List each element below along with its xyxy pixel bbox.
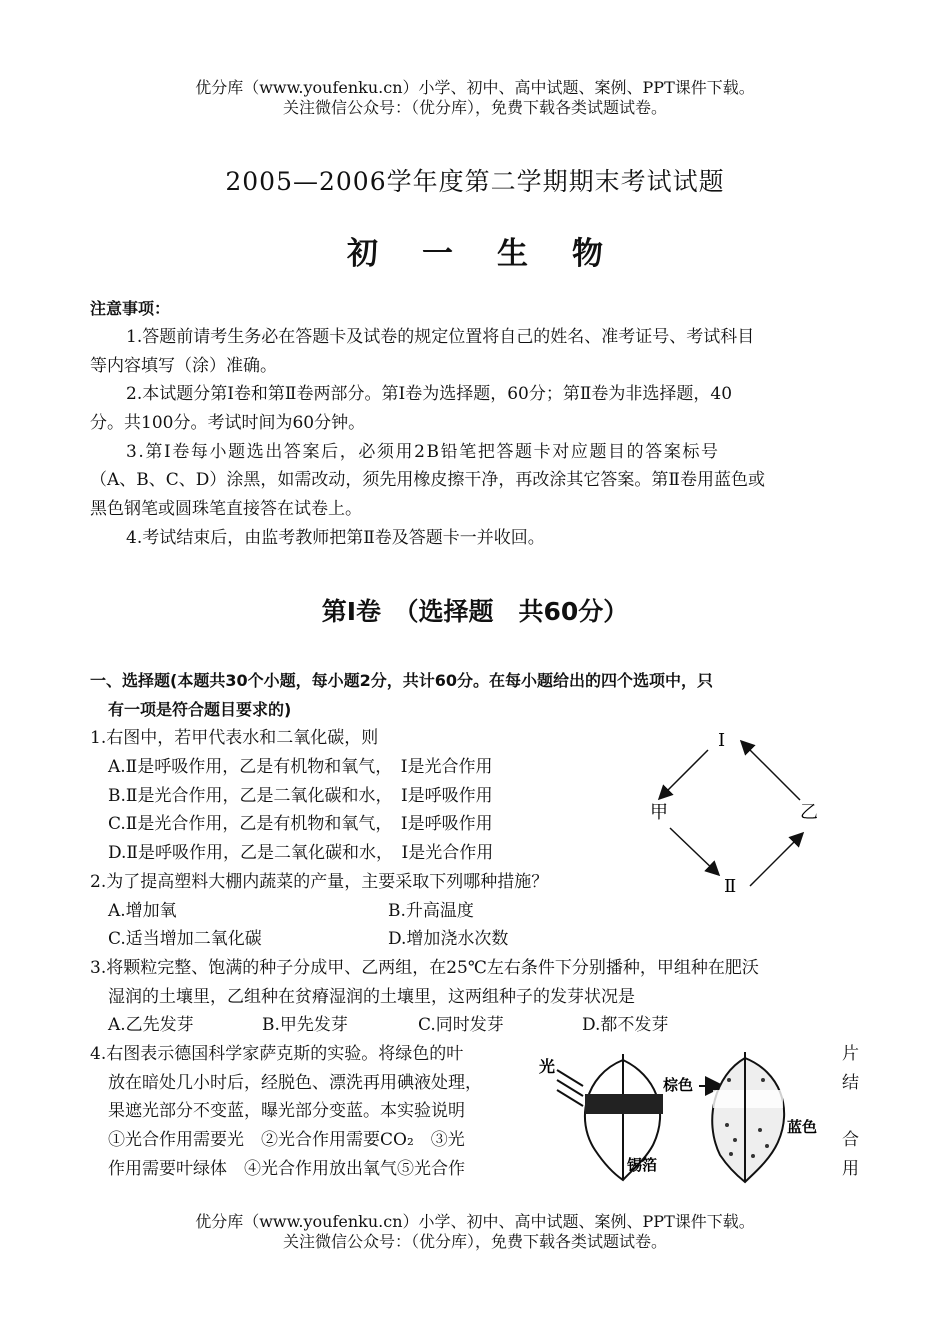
- q4-right-edge-2: 结: [842, 1073, 859, 1093]
- q3-stem-line-2: 湿润的土壤里，乙组种在贫瘠湿润的土壤里，这两组种子的发芽状况是: [108, 987, 635, 1007]
- q4-light-ray-1: [557, 1070, 583, 1086]
- q4-line-3: 果遮光部分不变蓝，曝光部分变蓝。本实验说明: [108, 1101, 465, 1121]
- q4-blue-dot: [758, 1128, 762, 1132]
- exam-title: 2005—2006学年度第二学期期末考试试题: [225, 167, 725, 196]
- q4-label-light: 光: [539, 1057, 556, 1076]
- subject-char-4: 物: [572, 236, 603, 272]
- q4-blue-dot: [729, 1152, 733, 1156]
- q4-leaf-experiment-figure: [535, 1050, 835, 1185]
- q2-option-c: C.适当增加二氧化碳: [108, 929, 262, 949]
- subject-char-3: 生: [497, 236, 528, 272]
- notice-line-6: （A、B、C、D）涂黑，如需改动，须先用橡皮擦干净，再改涂其它答案。第Ⅱ卷用蓝色或: [90, 470, 765, 490]
- q1-diagram-label-top: Ⅰ: [718, 730, 726, 751]
- footer-line-1: 优分库（www.youfenku.cn）小学、初中、高中试题、案例、PPT课件下载。: [195, 1212, 755, 1231]
- q3-stem-line-1: 3.将颗粒完整、饱满的种子分成甲、乙两组，在25℃左右条件下分别播种，甲组种在肥沃: [90, 958, 759, 978]
- q1-arrow-right-to-top: [742, 742, 800, 800]
- q4-label-foil: 锡箔: [627, 1156, 658, 1174]
- exam-subject: [0, 228, 950, 273]
- q4-label-brown: 棕色: [663, 1076, 694, 1094]
- q1-stem: 1.右图中，若甲代表水和二氧化碳，则: [90, 728, 379, 748]
- q4-foil-strip: [585, 1094, 663, 1114]
- q3-option-a: A.乙先发芽: [108, 1015, 194, 1035]
- q4-blue-dot: [761, 1078, 765, 1082]
- q4-line-5: 作用需要叶绿体 ④光合作用放出氧气⑤光合作: [108, 1159, 465, 1179]
- q4-blue-dot: [765, 1144, 769, 1148]
- header-line-1: 优分库（www.youfenku.cn）小学、初中、高中试题、案例、PPT课件下载。: [195, 78, 755, 97]
- q1-cycle-diagram: [630, 720, 850, 900]
- q4-line-1: 4.右图表示德国科学家萨克斯的实验。将绿色的叶: [90, 1044, 464, 1064]
- q4-line-2: 放在暗处几小时后，经脱色、漂洗再用碘液处理，: [108, 1073, 482, 1093]
- q4-line-4: ①光合作用需要光 ②光合作用需要CO₂ ③光: [108, 1130, 465, 1150]
- q4-light-ray-2: [557, 1080, 583, 1096]
- subject-char-1: 初: [347, 236, 378, 272]
- section-1-instruction-2: 有一项是符合题目要求的): [108, 700, 292, 719]
- q2-option-b: B.升高温度: [388, 901, 474, 921]
- footer-line-2: 关注微信公众号：（优分库），免费下载各类试题试卷。: [282, 1232, 667, 1251]
- q1-arrow-left-to-bottom: [670, 828, 718, 874]
- q1-diagram-label-left: 甲: [650, 802, 668, 823]
- q4-blue-dot: [725, 1123, 729, 1127]
- q1-diagram-label-right: 乙: [800, 802, 818, 823]
- q4-right-edge-4: 合: [842, 1130, 859, 1150]
- section-1-instruction-1: 一、选择题(本题共30个小题，每小题2分，共计60分。在每小题给出的四个选项中，只: [90, 671, 713, 690]
- q1-arrow-top-to-left: [660, 750, 708, 798]
- q4-right-edge-1: 片: [842, 1044, 859, 1064]
- q4-blue-dot: [733, 1138, 737, 1142]
- q1-option-d: D.Ⅱ是呼吸作用，乙是二氧化碳和水， Ⅰ是光合作用: [108, 843, 494, 863]
- q4-leaf-after: [712, 1058, 784, 1182]
- q3-option-b: B.甲先发芽: [262, 1015, 348, 1035]
- q4-blue-dot: [727, 1078, 731, 1082]
- q3-option-c: C.同时发芽: [418, 1015, 504, 1035]
- notice-heading: 注意事项：: [90, 299, 171, 318]
- q4-label-blue: 蓝色: [787, 1118, 818, 1136]
- notice-line-2: 等内容填写（涂）准确。: [90, 356, 277, 376]
- notice-line-3: 2.本试题分第Ⅰ卷和第Ⅱ卷两部分。第Ⅰ卷为选择题，60分；第Ⅱ卷为非选择题，40: [126, 384, 733, 404]
- q3-option-d: D.都不发芽: [582, 1015, 669, 1035]
- header-line-2: 关注微信公众号：（优分库），免费下载各类试题试卷。: [282, 98, 667, 117]
- section-1-title: 第Ⅰ卷 （选择题 共60分）: [321, 597, 629, 626]
- notice-line-5: 3.第Ⅰ卷每小题选出答案后，必须用2B铅笔把答题卡对应题目的答案标号: [126, 442, 720, 462]
- notice-line-8: 4.考试结束后，由监考教师把第Ⅱ卷及答题卡一并收回。: [126, 528, 545, 548]
- notice-line-7: 黑色钢笔或圆珠笔直接答在试卷上。: [90, 499, 362, 519]
- q1-arrow-bottom-to-right: [750, 834, 802, 886]
- notice-line-1: 1.答题前请考生务必在答题卡及试卷的规定位置将自己的姓名、准考证号、考试科目: [126, 327, 755, 347]
- q4-leaf-after-covered-region: [713, 1090, 783, 1108]
- q1-option-a: A.Ⅱ是呼吸作用，乙是有机物和氧气， Ⅰ是光合作用: [108, 757, 493, 777]
- q4-right-edge-5: 用: [842, 1159, 859, 1179]
- subject-char-2: 一: [422, 236, 453, 272]
- q2-stem: 2.为了提高塑料大棚内蔬菜的产量，主要采取下列哪种措施？: [90, 872, 549, 892]
- q1-diagram-label-bottom: Ⅱ: [724, 876, 737, 897]
- q4-light-ray-3: [557, 1090, 583, 1106]
- notice-line-4: 分。共100分。考试时间为60分钟。: [90, 413, 366, 433]
- q2-option-a: A.增加氧: [108, 901, 177, 921]
- q1-option-c: C.Ⅱ是光合作用，乙是有机物和氧气， Ⅰ是呼吸作用: [108, 814, 493, 834]
- q1-option-b: B.Ⅱ是光合作用，乙是二氧化碳和水， Ⅰ是呼吸作用: [108, 786, 493, 806]
- q2-option-d: D.增加浇水次数: [388, 929, 509, 949]
- q4-blue-dot: [751, 1154, 755, 1158]
